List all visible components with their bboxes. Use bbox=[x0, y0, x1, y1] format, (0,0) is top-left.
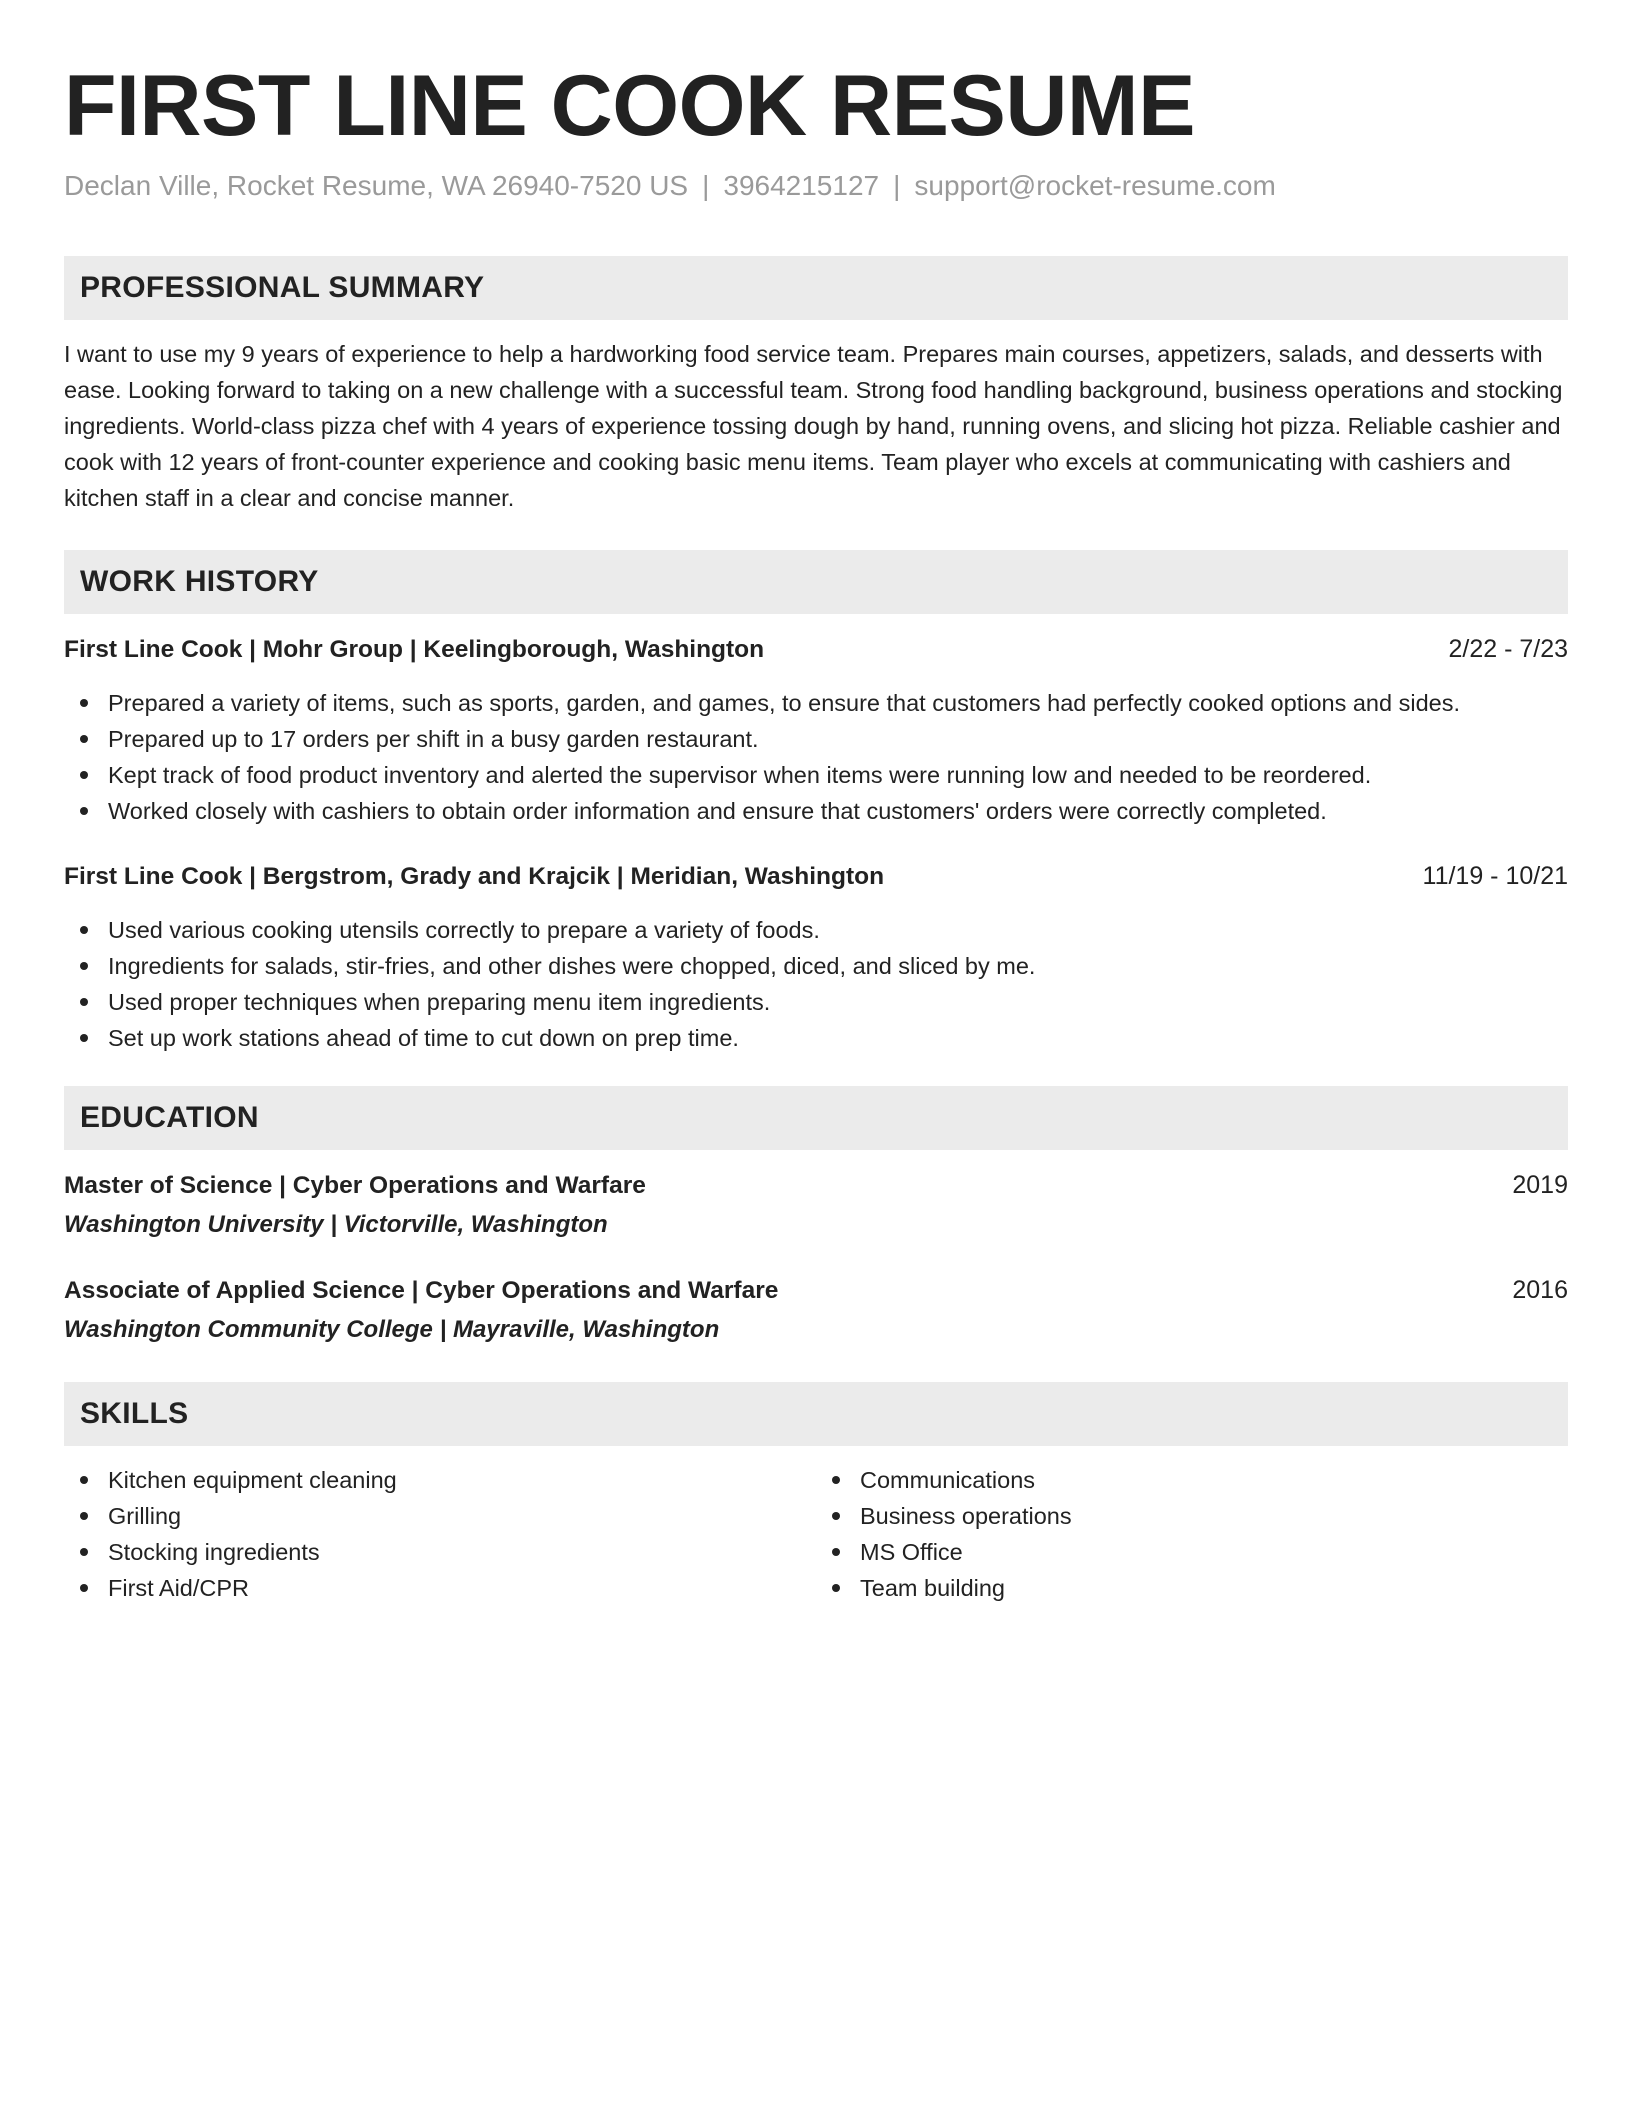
job-duties-list bbox=[64, 685, 1568, 829]
bullet-icon bbox=[80, 1034, 88, 1042]
contact-line bbox=[64, 168, 1568, 204]
contact-separator: | bbox=[893, 170, 901, 201]
bullet-icon bbox=[832, 1548, 840, 1556]
bullet-icon bbox=[80, 998, 88, 1006]
skill-item: Team building bbox=[816, 1570, 1568, 1606]
list-item: Prepared up to 17 orders per shift in a busy garden restaurant. bbox=[64, 721, 1568, 757]
education-entry bbox=[64, 1273, 1568, 1348]
bullet-icon bbox=[80, 771, 88, 779]
contact-email: support@rocket-resume.com bbox=[914, 170, 1276, 201]
bullet-icon bbox=[80, 807, 88, 815]
list-item: Used various cooking utensils correctly to prepare a variety of foods. bbox=[64, 912, 1568, 948]
education-entry bbox=[64, 1168, 1568, 1243]
job-duties-list bbox=[64, 912, 1568, 1056]
job-dates: 11/19 - 10/21 bbox=[1422, 862, 1568, 890]
job-title: First Line Cook | Bergstrom, Grady and Krajcik | Meridian, Washington bbox=[64, 863, 885, 890]
bullet-icon bbox=[80, 1584, 88, 1592]
bullet-icon bbox=[80, 926, 88, 934]
resume-title: FIRST LINE COOK RESUME bbox=[64, 58, 1195, 154]
education-degree: Master of Science | Cyber Operations and Warfare bbox=[64, 1172, 646, 1199]
list-item: Used proper techniques when preparing menu item ingredients. bbox=[64, 984, 1568, 1020]
skills-column-right bbox=[816, 1462, 1568, 1606]
education-school: Washington University | Victorville, Washington bbox=[64, 1211, 608, 1238]
list-item: Prepared a variety of items, such as sports, garden, and games, to ensure that customers had perfectly cooked options and sides. bbox=[64, 685, 1568, 721]
bullet-icon bbox=[832, 1476, 840, 1484]
education-year: 2016 bbox=[1512, 1276, 1568, 1304]
bullet-icon bbox=[80, 1548, 88, 1556]
section-header-work-history: WORK HISTORY bbox=[64, 550, 1568, 614]
section-header-education: EDUCATION bbox=[64, 1086, 1568, 1150]
bullet-icon bbox=[832, 1584, 840, 1592]
skill-item: MS Office bbox=[816, 1534, 1568, 1570]
bullet-icon bbox=[80, 699, 88, 707]
education-school: Washington Community College | Mayraville, Washington bbox=[64, 1316, 720, 1343]
list-item: Set up work stations ahead of time to cut down on prep time. bbox=[64, 1020, 1568, 1056]
skill-item: Communications bbox=[816, 1462, 1568, 1498]
job-entry bbox=[64, 632, 1568, 829]
bullet-icon bbox=[832, 1512, 840, 1520]
skills-list bbox=[816, 1462, 1568, 1606]
skills-grid bbox=[64, 1462, 1568, 1606]
list-item: Kept track of food product inventory and alerted the supervisor when items were running low and needed to be reordered. bbox=[64, 757, 1568, 793]
skills-column-left bbox=[64, 1462, 816, 1606]
section-header-summary: PROFESSIONAL SUMMARY bbox=[64, 256, 1568, 320]
job-title: First Line Cook | Mohr Group | Keelingborough, Washington bbox=[64, 636, 765, 663]
bullet-icon bbox=[80, 1476, 88, 1484]
contact-address: Declan Ville, Rocket Resume, WA 26940-7520 US bbox=[64, 170, 689, 201]
list-item: Ingredients for salads, stir-fries, and other dishes were chopped, diced, and sliced by me. bbox=[64, 948, 1568, 984]
job-entry bbox=[64, 859, 1568, 1056]
contact-separator: | bbox=[702, 170, 710, 201]
job-dates: 2/22 - 7/23 bbox=[1448, 635, 1568, 663]
section-header-skills: SKILLS bbox=[64, 1382, 1568, 1446]
skill-item: Stocking ingredients bbox=[64, 1534, 816, 1570]
education-degree: Associate of Applied Science | Cyber Operations and Warfare bbox=[64, 1277, 779, 1304]
skills-list bbox=[64, 1462, 816, 1606]
summary-text: I want to use my 9 years of experience to help a hardworking food service team. Prepares main courses, appetizers, salads, and desserts with ease. Looking forward to taking on a new challenge with a successful team. Strong food handling background, business operations and stocking ingredients. World-class pizza chef with 4 years of experience tossing dough by hand, running ovens, and slicing hot pizza. Reliable cashier and cook with 12 years of front-counter experience and cooking basic menu items. Team player who excels at communicating with cashiers and kitchen staff in a clear and concise manner. bbox=[64, 341, 1563, 511]
skill-item: First Aid/CPR bbox=[64, 1570, 816, 1606]
skill-item: Kitchen equipment cleaning bbox=[64, 1462, 816, 1498]
list-item: Worked closely with cashiers to obtain order information and ensure that customers' orders were correctly completed. bbox=[64, 793, 1568, 829]
bullet-icon bbox=[80, 962, 88, 970]
contact-phone: 3964215127 bbox=[723, 170, 880, 201]
skill-item: Business operations bbox=[816, 1498, 1568, 1534]
education-year: 2019 bbox=[1512, 1171, 1568, 1199]
bullet-icon bbox=[80, 1512, 88, 1520]
skill-item: Grilling bbox=[64, 1498, 816, 1534]
bullet-icon bbox=[80, 735, 88, 743]
